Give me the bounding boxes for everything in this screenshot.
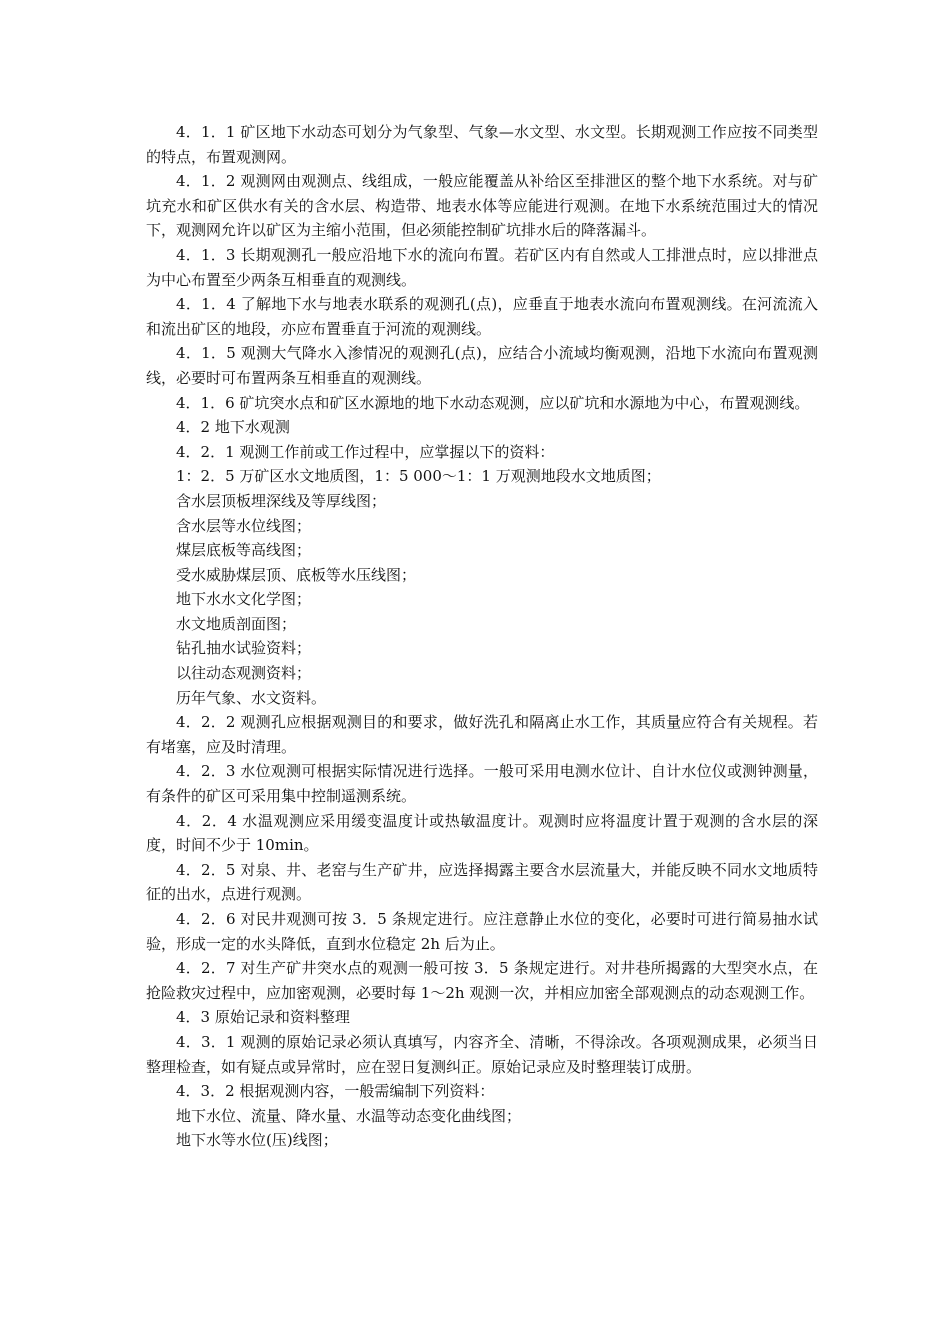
clause-4-2-3: 4．2．3 水位观测可根据实际情况进行选择。一般可采用电测水位计、自计水位仪或测钟测量，有条件的矿区可采用集中控制遥测系统。: [146, 762, 818, 806]
clause-4-1-1: 4．1．1 矿区地下水动态可划分为气象型、气象—水文型、水文型。长期观测工作应按不同类型的特点，布置观测网。: [146, 123, 818, 166]
list-item: 以往动态观测资料；: [176, 664, 312, 683]
list-item: 1：2．5 万矿区水文地质图，1：5 000～1：1 万观测地段水文地质图；: [176, 467, 661, 486]
list-item: 受水威胁煤层顶、底板等水压线图；: [176, 565, 417, 584]
clause-4-1-2: 4．1．2 观测网由观测点、线组成，一般应能覆盖从补给区至排泄区的整个地下水系统。对与矿坑充水和矿区供水有关的含水层、构造带、地表水体等应能进行观测。在地下水系统范围过大的情况下，观测网允许以矿区为主缩小范围，但必须能控制矿坑排水后的降落漏斗。: [146, 172, 818, 240]
clause-4-3-1: 4．3．1 观测的原始记录必须认真填写，内容齐全、清晰，不得涂改。各项观测成果，必须当日整理检查，如有疑点或异常时，应在翌日复测纠正。原始记录应及时整理装订成册。: [146, 1032, 818, 1076]
clause-4-2-7: 4．2．7 对生产矿井突水点的观测一般可按 3．5 条规定进行。对井巷所揭露的大型突水点，在抢险救灾过程中，应加密观测，必要时每 1～2h 观测一次，并相应加密全部观测点的动态观测工作。: [146, 959, 818, 1002]
clause-4-2-6: 4．2．6 对民井观测可按 3．5 条规定进行。应注意静止水位的变化，必要时可进行简易抽水试验，形成一定的水头降低，直到水位稳定 2h 后为止。: [146, 910, 818, 953]
list-item: 水文地质剖面图；: [176, 614, 297, 633]
list-item: 煤层底板等高线图；: [176, 541, 312, 560]
list-item: 地下水等水位(压)线图；: [176, 1131, 338, 1150]
clause-4-1-3: 4．1．3 长期观测孔一般应沿地下水的流向布置。若矿区内有自然或人工排泄点时，应以排泄点为中心布置至少两条互相垂直的观测线。: [146, 245, 818, 289]
list-item: 含水层等水位线图；: [176, 516, 312, 535]
document-body: [146, 120, 818, 1153]
list-item: 地下水位、流量、降水量、水温等动态变化曲线图；: [176, 1106, 522, 1125]
section-heading-4-3: 4．3 原始记录和资料整理: [176, 1008, 350, 1027]
list-item: 地下水水文化学图；: [176, 590, 312, 609]
clause-4-1-5: 4．1．5 观测大气降水入渗情况的观测孔(点)，应结合小流域均衡观测，沿地下水流向布置观测线，必要时可布置两条互相垂直的观测线。: [146, 344, 818, 387]
clause-4-2-5: 4．2．5 对泉、井、老窑与生产矿井，应选择揭露主要含水层流量大，并能反映不同水文地质特征的出水，点进行观测。: [146, 860, 818, 904]
section-heading-4-2: 4．2 地下水观测: [176, 418, 290, 437]
clause-4-1-6: 4．1．6 矿坑突水点和矿区水源地的地下水动态观测，应以矿坑和水源地为中心，布置观测线。: [176, 393, 810, 412]
clause-4-2-4: 4．2．4 水温观测应采用缓变温度计或热敏温度计。观测时应将温度计置于观测的含水层的深度，时间不少于 10min。: [146, 811, 818, 855]
clause-4-3-2: 4．3．2 根据观测内容，一般需编制下列资料：: [176, 1082, 495, 1101]
clause-4-1-4: 4．1．4 了解地下水与地表水联系的观测孔(点)，应垂直于地表水流向布置观测线。在河流流入和流出矿区的地段，亦应布置垂直于河流的观测线。: [146, 295, 818, 338]
list-item: 含水层顶板埋深线及等厚线图；: [176, 491, 387, 510]
clause-4-2-2: 4．2．2 观测孔应根据观测目的和要求，做好洗孔和隔离止水工作，其质量应符合有关规程。若有堵塞，应及时清理。: [146, 713, 818, 756]
list-item: 钻孔抽水试验资料；: [176, 639, 312, 658]
clause-4-2-1: 4．2．1 观测工作前或工作过程中，应掌握以下的资料：: [176, 442, 555, 461]
list-item: 历年气象、水文资料。: [176, 688, 327, 707]
